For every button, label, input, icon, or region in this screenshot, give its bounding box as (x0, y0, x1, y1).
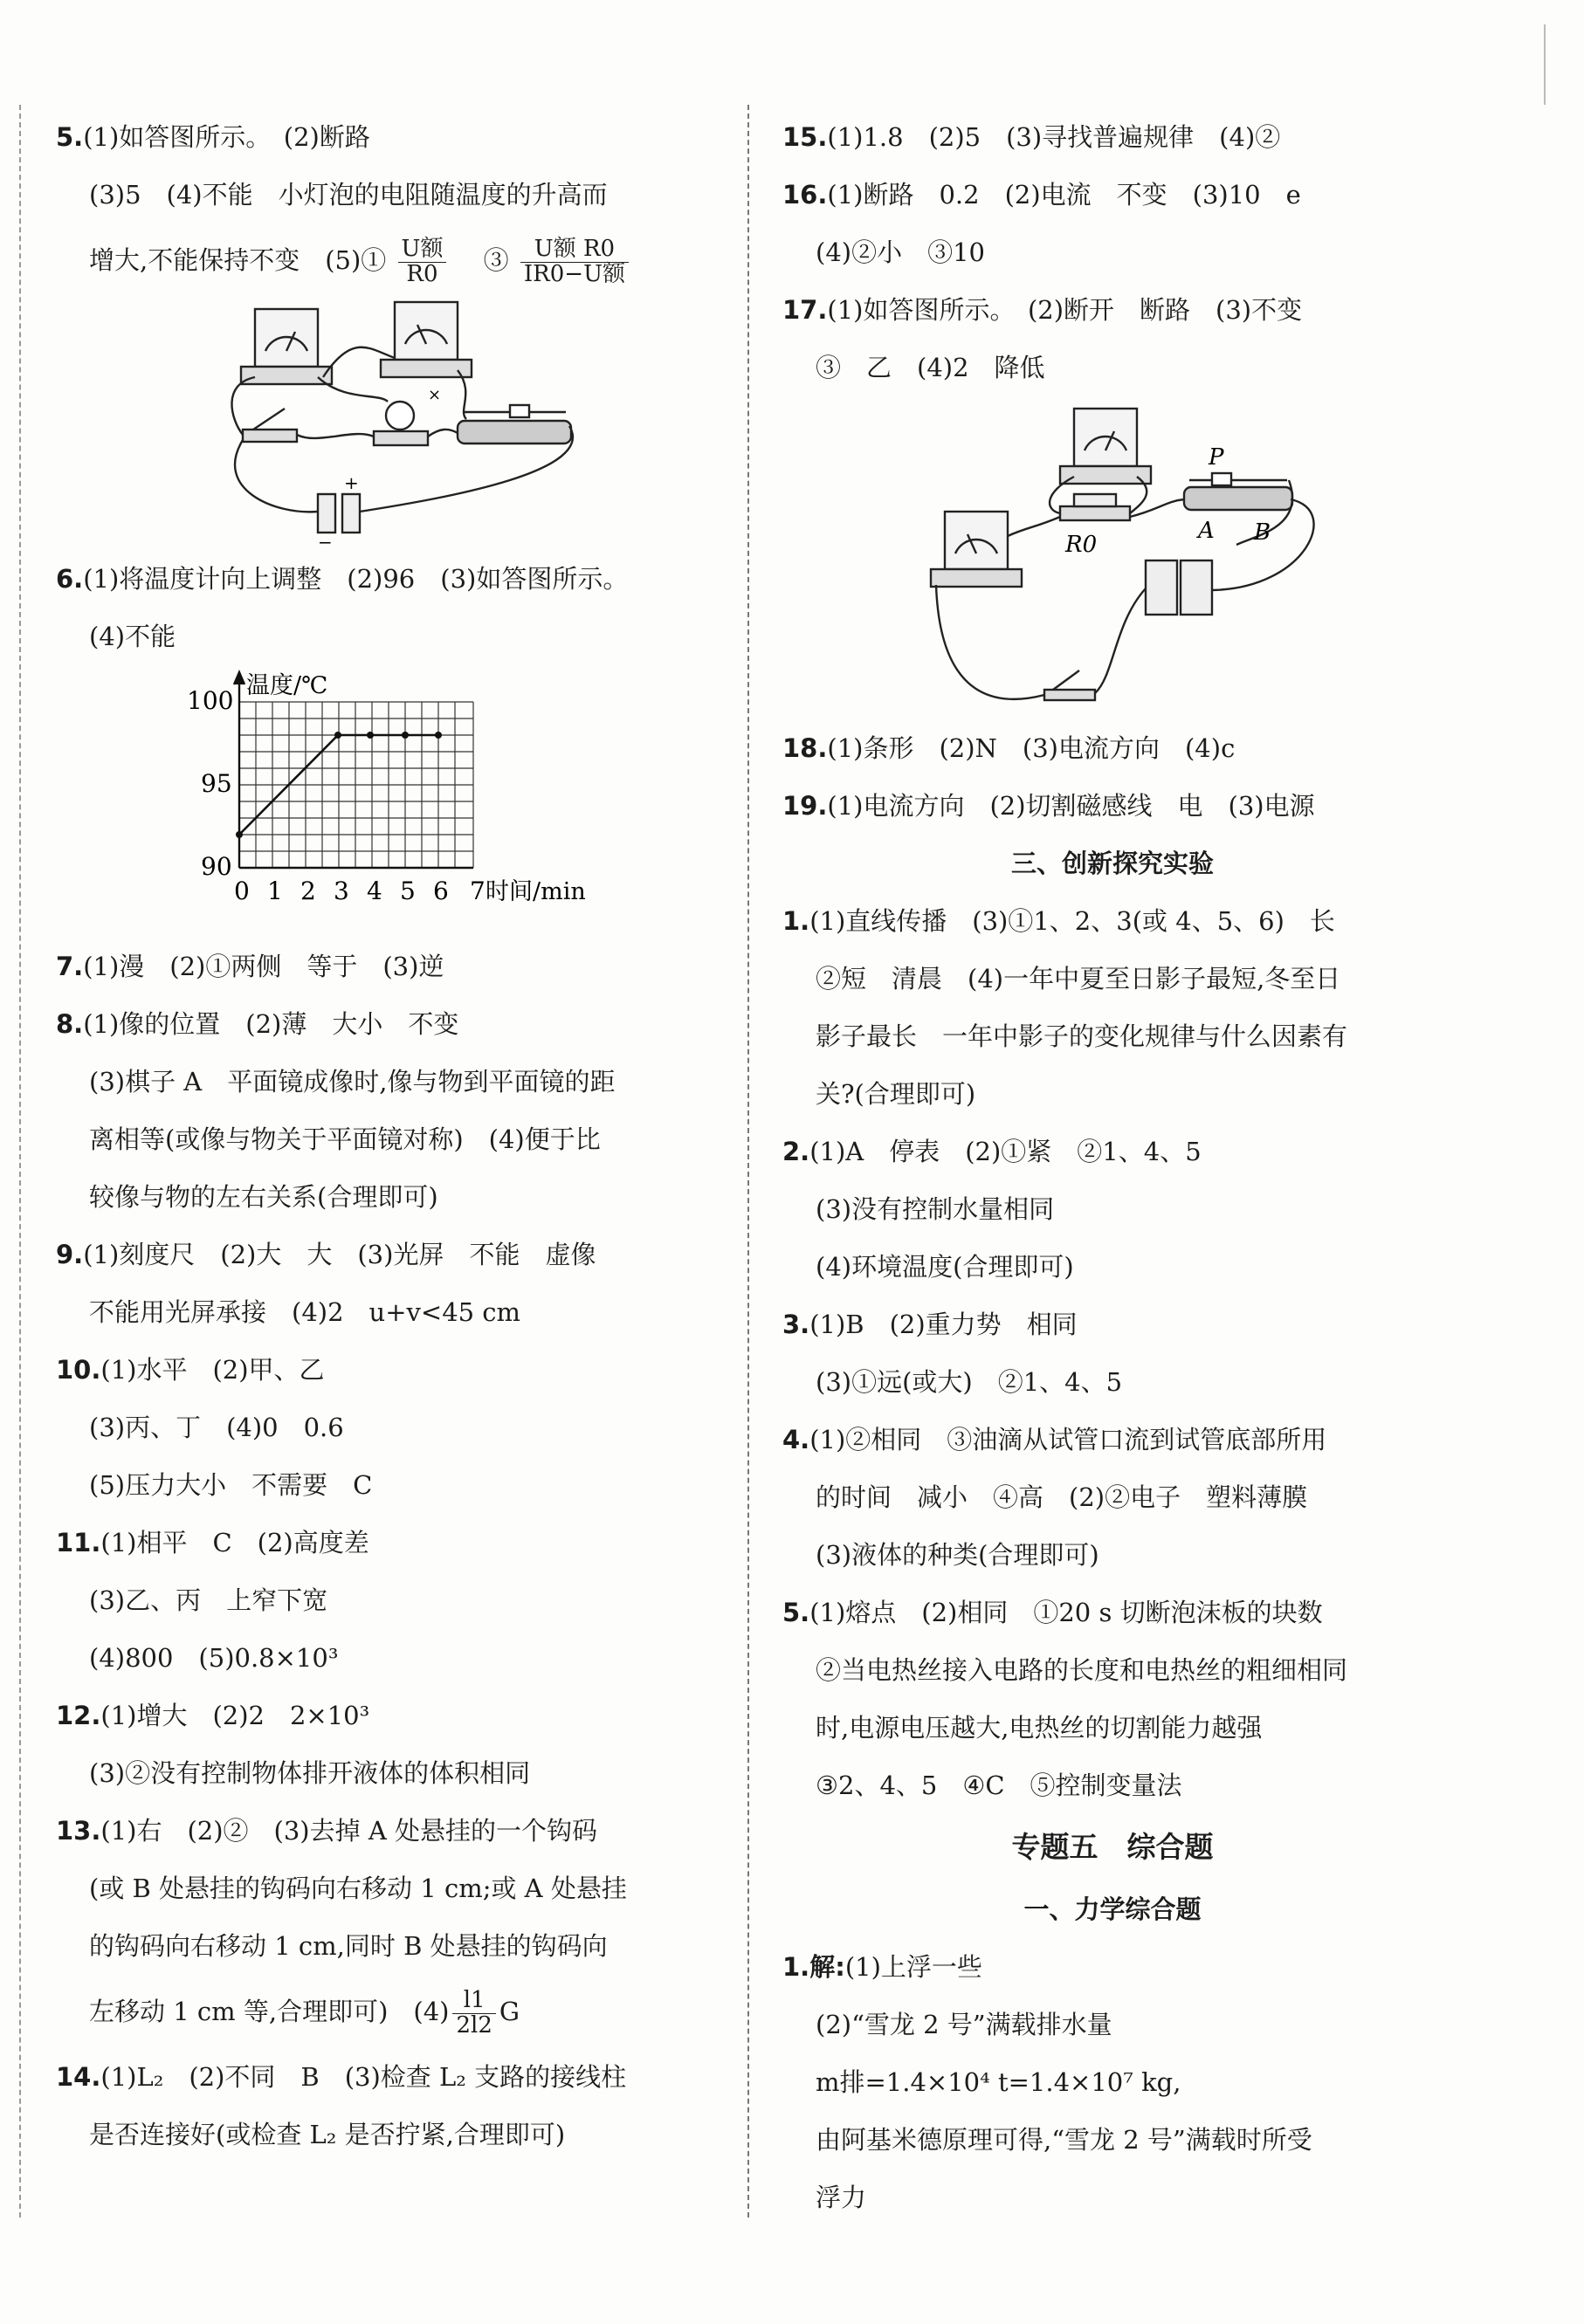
answer-text: 由阿基米德原理可得,“雪龙 2 号”满载时所受 (816, 2125, 1312, 2155)
answer-6-line-2 (56, 608, 702, 665)
answer-text: (1)B (2)重力势 相同 (809, 1310, 1078, 1339)
innovation-2-line-2 (782, 1180, 1443, 1238)
answer-text: (1)右 (2)② (3)去掉 A 处悬挂的一个钩码 (100, 1816, 597, 1846)
answer-text: (1)上浮一些 (844, 1952, 982, 1982)
answer-text: (3)没有控制水量相同 (816, 1194, 1055, 1224)
answer-text: (5)压力大小 不需要 C (89, 1470, 373, 1500)
answer-number: 4. (782, 1425, 810, 1454)
answer-text: 离相等(或像与物关于平面镜对称) (4)便于比 (89, 1124, 601, 1154)
ammeter-icon (931, 512, 1022, 587)
answer-text: 时,电源电压越大,电热丝的切割能力越强 (816, 1713, 1263, 1743)
answer-text: (1)将温度计向上调整 (2)96 (3)如答图所示。 (83, 564, 629, 594)
answer-number: 9. (56, 1240, 84, 1269)
innovation-1-line-2 (782, 950, 1443, 1007)
left-column (56, 108, 702, 2163)
innovation-1-line-4 (782, 1065, 1443, 1123)
answer-text: (1)条形 (2)N (3)电流方向 (4)c (827, 733, 1236, 763)
answer-text: (1)A 停表 (2)①紧 ②1、4、5 (809, 1137, 1202, 1166)
answer-text: (1)相平 C (2)高度差 (100, 1528, 369, 1557)
fraction-numerator: U额 (398, 237, 447, 262)
x-tick-1: 1 (267, 877, 283, 905)
circuit-diagram-1 (56, 297, 702, 550)
light-bulb-icon (374, 402, 428, 445)
innovation-1-line-1 (782, 892, 1443, 950)
answer-number: 1. (782, 1952, 810, 1982)
voltmeter-icon (381, 302, 472, 377)
circuit-diagram-2-svg (782, 396, 1443, 719)
answer-text: 的时间 减小 ④高 (2)②电子 塑料薄膜 (816, 1482, 1308, 1512)
circuit-diagram-2 (782, 396, 1443, 719)
answer-text: 左移动 1 cm 等,合理即可) (4) (89, 1997, 450, 2026)
graph-grid (239, 702, 473, 868)
y-tick-100: 100 (187, 686, 234, 715)
answer-text: (1)断路 0.2 (2)电流 不变 (3)10 e (827, 180, 1301, 210)
answer-text: (1)②相同 ③油滴从试管口流到试管底部所用 (809, 1425, 1327, 1454)
fraction-numerator: U额 R0 (520, 237, 629, 262)
innovation-1-line-3 (782, 1007, 1443, 1065)
answer-number: 11. (56, 1528, 101, 1557)
answer-14-line-1 (56, 2048, 702, 2106)
answer-text: (1)增大 (2)2 2×10³ (100, 1701, 370, 1730)
answer-13-line-2 (56, 1860, 702, 1917)
answer-number: 19. (782, 791, 828, 821)
answer-text: (4)环境温度(合理即可) (816, 1252, 1074, 1282)
answer-number: 14. (56, 2062, 101, 2092)
answer-9-line-1 (56, 1226, 702, 1283)
label-b: B (1254, 519, 1271, 546)
answer-15-line-1 (782, 108, 1443, 166)
answer-number: 6. (56, 564, 84, 594)
innovation-4-line-3 (782, 1526, 1443, 1584)
switch-icon (1044, 670, 1095, 700)
x-tick-0: 0 (234, 877, 250, 905)
fraction-l1-over-2l2 (452, 1989, 495, 2038)
answer-text: ③2、4、5 ④C ⑤控制变量法 (816, 1771, 1182, 1800)
answer-text: m排=1.4×10⁴ t=1.4×10⁷ kg, (816, 2067, 1181, 2097)
comprehensive-1-line-2 (782, 1996, 1443, 2053)
answer-text: (1)L₂ (2)不同 B (3)检查 L₂ 支路的接线柱 (100, 2062, 627, 2092)
answer-text: 不能用光屏承接 (4)2 u+v<45 cm (89, 1297, 521, 1327)
x-tick-2: 2 (300, 877, 316, 905)
answer-number: 5. (56, 122, 84, 152)
label-a: A (1198, 518, 1215, 544)
innovation-3-line-2 (782, 1353, 1443, 1411)
temperature-time-graph (56, 665, 702, 938)
answer-text: 增大,不能保持不变 (5)① (89, 245, 387, 275)
answer-text: (1)电流方向 (2)切割磁感线 电 (3)电源 (827, 791, 1315, 821)
fraction-u-over-r0 (398, 237, 447, 286)
battery-icon (318, 494, 360, 533)
answer-text: (1)直线传播 (3)①1、2、3(或 4、5、6) 长 (809, 906, 1335, 936)
answer-number: 10. (56, 1355, 101, 1385)
answer-10-line-1 (56, 1341, 702, 1399)
answer-text: 较像与物的左右关系(合理即可) (89, 1182, 438, 1212)
answer-number: 16. (782, 180, 828, 210)
cross-mark: × (428, 386, 442, 404)
answer-12-line-1 (56, 1687, 702, 1744)
voltmeter-icon (1060, 409, 1151, 484)
column-divider (747, 105, 749, 2217)
answer-text: 浮力 (816, 2183, 867, 2212)
label-r0: R0 (1065, 532, 1098, 558)
innovation-2-line-1 (782, 1123, 1443, 1180)
innovation-4-line-1 (782, 1411, 1443, 1468)
answer-7-line-1 (56, 938, 702, 995)
page-edge-line (19, 105, 21, 2217)
x-tick-6: 6 (433, 877, 449, 905)
right-column (782, 108, 1443, 2226)
topic-heading-comprehensive: 专题五 综合题 (1011, 1830, 1214, 1864)
rheostat-icon (458, 405, 571, 443)
plus-sign: + (344, 472, 359, 493)
answer-11-line-3 (56, 1629, 702, 1687)
answer-5-line-2 (56, 166, 702, 223)
answer-8-line-2 (56, 1053, 702, 1110)
x-tick-7: 7 (470, 877, 486, 905)
answer-text: ③ (458, 245, 509, 275)
answer-text: (3)②没有控制物体排开液体的体积相同 (89, 1758, 531, 1788)
answer-text: (1)刻度尺 (2)大 大 (3)光屏 不能 虚像 (83, 1240, 596, 1269)
x-tick-4: 4 (367, 877, 382, 905)
answer-number: 12. (56, 1701, 101, 1730)
answer-text: (4)不能 (89, 622, 176, 651)
graph-y-label: 温度/℃ (246, 672, 328, 699)
answer-text: (1)如答图所示。 (2)断路 (83, 122, 370, 152)
answer-text: (3)5 (4)不能 小灯泡的电阻随温度的升高而 (89, 180, 608, 210)
answer-13-line-4 (56, 1975, 702, 2048)
answer-13-line-1 (56, 1802, 702, 1860)
fraction-u-r0-over-ir0-minus-u (520, 237, 629, 286)
answer-text: (或 B 处悬挂的钩码向右移动 1 cm;或 A 处悬挂 (89, 1874, 627, 1903)
answer-6-line-1 (56, 550, 702, 608)
answer-18-line-1 (782, 719, 1443, 777)
comprehensive-1-line-5 (782, 2169, 1443, 2226)
innovation-5-line-1 (782, 1584, 1443, 1641)
section-heading-innovation: 三、创新探究实验 (1010, 849, 1214, 878)
subsection-heading-mechanics: 一、力学综合题 (1023, 1894, 1202, 1924)
innovation-5-line-4 (782, 1757, 1443, 1814)
answer-16-line-2 (782, 223, 1443, 281)
answer-number: 7. (56, 952, 84, 981)
answer-text: (3)乙、丙 上窄下宽 (89, 1585, 328, 1615)
answer-text: (3)液体的种类(合理即可) (816, 1540, 1099, 1570)
answer-text: ③ 乙 (4)2 降低 (816, 353, 1045, 382)
answer-text: 是否连接好(或检查 L₂ 是否拧紧,合理即可) (89, 2120, 566, 2149)
temperature-graph-svg (56, 665, 702, 938)
comprehensive-1-line-4 (782, 2111, 1443, 2169)
answer-12-line-2 (56, 1744, 702, 1802)
answer-8-line-1 (56, 995, 702, 1053)
answer-number: 17. (782, 295, 828, 325)
answer-text: (1)熔点 (2)相同 ①20 s 切断泡沫板的块数 (809, 1598, 1323, 1627)
answer-19-line-1 (782, 777, 1443, 835)
answer-13-line-3 (56, 1917, 702, 1975)
answer-text: (3)①远(或大) ②1、4、5 (816, 1367, 1123, 1397)
answer-text: (1)漫 (2)①两侧 等于 (3)逆 (83, 952, 444, 981)
comprehensive-1-line-3 (782, 2053, 1443, 2111)
answer-text: ②短 清晨 (4)一年中夏至日影子最短,冬至日 (816, 964, 1341, 994)
answer-number: 1. (782, 906, 810, 936)
answer-text: (4)②小 ③10 (816, 237, 985, 267)
answer-10-line-2 (56, 1399, 702, 1456)
battery-pack-icon (1146, 560, 1212, 615)
answer-9-line-2 (56, 1283, 702, 1341)
fraction-denominator: 2l2 (456, 2011, 492, 2039)
innovation-3-line-1 (782, 1296, 1443, 1353)
solution-label: 解: (809, 1952, 845, 1982)
answer-number: 18. (782, 733, 828, 763)
switch-icon (243, 409, 297, 442)
innovation-4-line-2 (782, 1468, 1443, 1526)
answer-text: (3)棋子 A 平面镜成像时,像与物到平面镜的距 (89, 1067, 616, 1097)
answer-number: 8. (56, 1009, 84, 1039)
answer-text: ②当电热丝接入电路的长度和电热丝的粗细相同 (816, 1655, 1348, 1685)
x-tick-3: 3 (334, 877, 349, 905)
rheostat-icon (1184, 473, 1292, 510)
answer-8-line-4 (56, 1168, 702, 1226)
answer-14-line-2 (56, 2106, 702, 2163)
answer-number: 13. (56, 1816, 101, 1846)
answer-text: G (499, 1997, 520, 2026)
x-tick-5: 5 (400, 877, 416, 905)
innovation-5-line-3 (782, 1699, 1443, 1757)
innovation-2-line-3 (782, 1238, 1443, 1296)
answer-text: (1)水平 (2)甲、乙 (100, 1355, 325, 1385)
graph-x-label: 时间/min (486, 878, 586, 905)
answer-16-line-1 (782, 166, 1443, 223)
ammeter-icon (241, 309, 332, 384)
answer-text: (1)如答图所示。 (2)断开 断路 (3)不变 (827, 295, 1303, 325)
answer-text: 关?(合理即可) (816, 1079, 976, 1109)
fraction-denominator: IR0−U额 (523, 260, 625, 287)
answer-10-line-3 (56, 1456, 702, 1514)
label-p: P (1209, 444, 1224, 471)
answer-text: (1)像的位置 (2)薄 大小 不变 (83, 1009, 459, 1039)
answer-text: 影子最长 一年中影子的变化规律与什么因素有 (816, 1021, 1348, 1051)
answer-5-line-1 (56, 108, 702, 166)
minus-sign: − (318, 532, 333, 550)
answer-text: (1)1.8 (2)5 (3)寻找普遍规律 (4)② (827, 122, 1281, 152)
answer-5-line-3 (56, 223, 702, 297)
fraction-denominator: R0 (406, 260, 438, 287)
answer-number: 15. (782, 122, 828, 152)
page-edge-mark (1544, 24, 1546, 105)
answer-text: (4)800 (5)0.8×10³ (89, 1643, 339, 1673)
y-tick-95: 95 (201, 769, 232, 798)
answer-17-line-2 (782, 339, 1443, 396)
comprehensive-1-line-1 (782, 1938, 1443, 1996)
answer-text: (3)丙、丁 (4)0 0.6 (89, 1413, 344, 1442)
answer-text: (2)“雪龙 2 号”满载排水量 (816, 2010, 1112, 2039)
answer-text: 的钩码向右移动 1 cm,同时 B 处悬挂的钩码向 (89, 1931, 608, 1961)
circuit-diagram-1-svg (56, 297, 702, 550)
fraction-numerator: l1 (452, 1989, 495, 2013)
answer-11-line-1 (56, 1514, 702, 1571)
resistor-r0-icon (1060, 494, 1130, 520)
answer-17-line-1 (782, 281, 1443, 339)
answer-8-line-3 (56, 1110, 702, 1168)
answer-11-line-2 (56, 1571, 702, 1629)
innovation-5-line-2 (782, 1641, 1443, 1699)
y-tick-90: 90 (201, 852, 232, 881)
answer-number: 3. (782, 1310, 810, 1339)
answer-number: 5. (782, 1598, 810, 1627)
answer-number: 2. (782, 1137, 810, 1166)
